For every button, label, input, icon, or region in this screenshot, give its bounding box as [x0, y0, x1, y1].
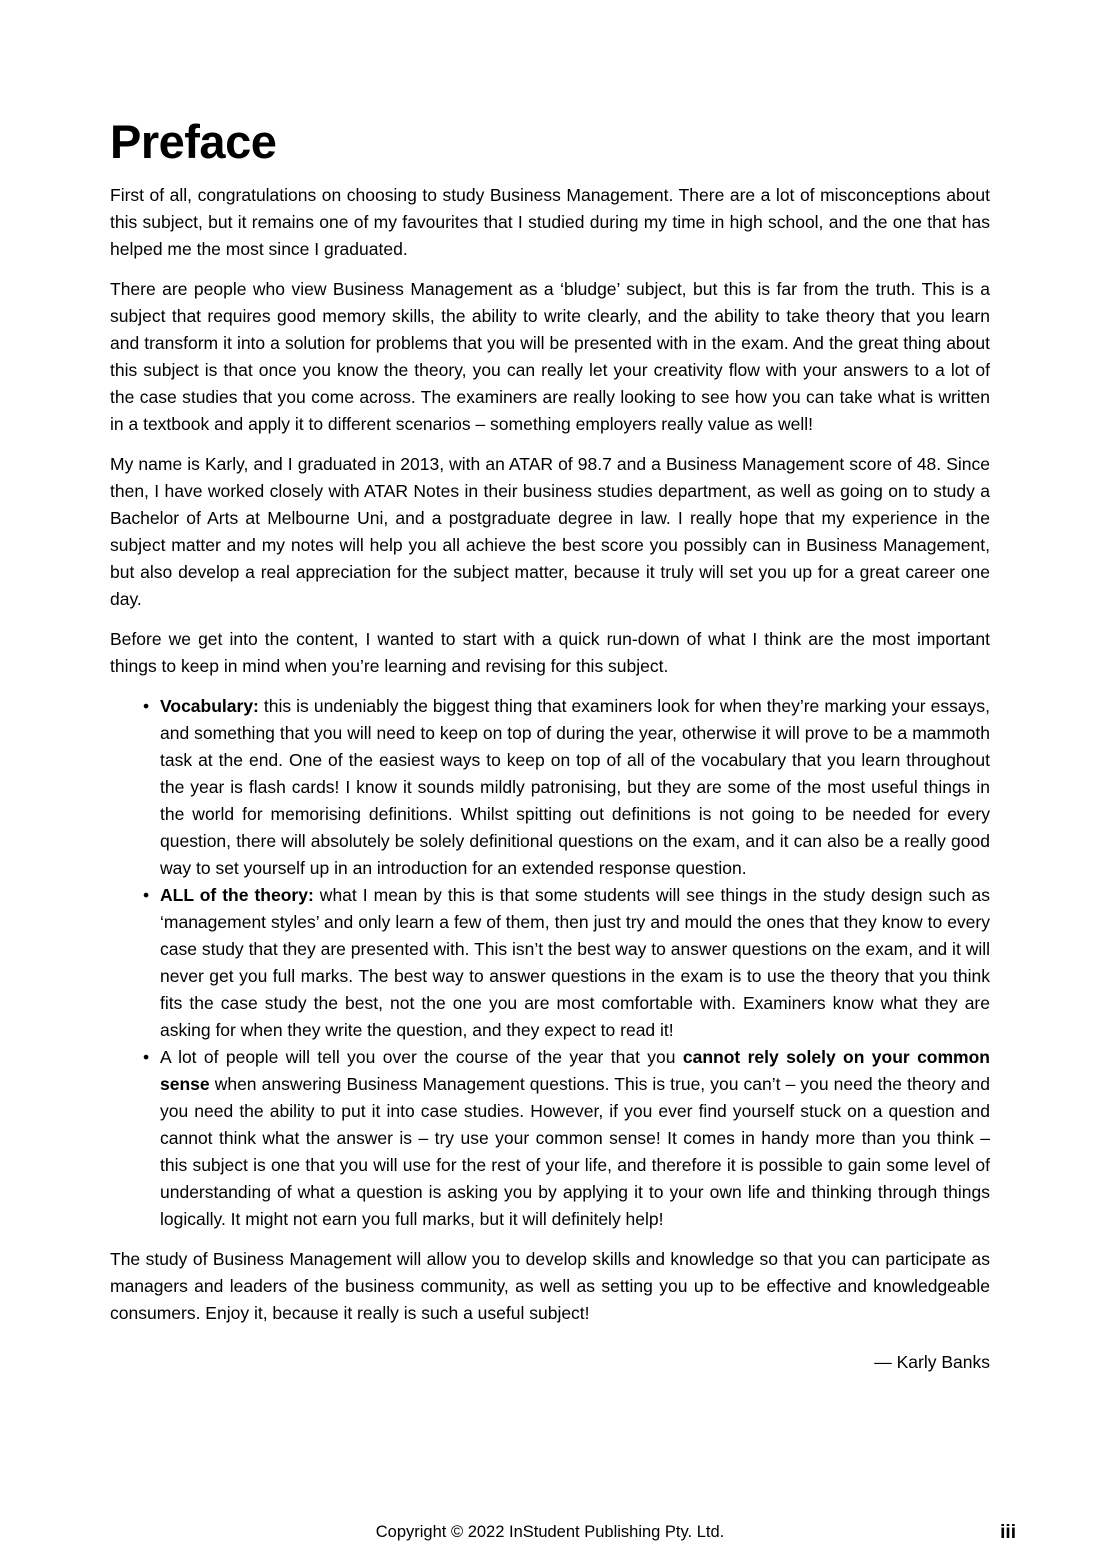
preface-paragraph-3: My name is Karly, and I graduated in 2013, with an ATAR of 98.7 and a Business Management score of 48. Since then, I have worked closely with ATAR Notes in their business studies department, as well as going on to study a Bachelor of Arts at Melbourne Uni, and a postgraduate degree in law. I really hope that my experience in the subject matter and my notes will help you all achieve the best score you possibly can in Business Management, but also develop a real appreciation for the subject matter, because it truly will set you up for a great career one day. [110, 453, 990, 609]
preface-paragraph-2: There are people who view Business Management as a ‘bludge’ subject, but this is far from the truth. This is a subject that requires good memory skills, the ability to write clearly, and the ability to take theory that you learn and transform it into a solution for problems that you will be presented with in the exam. And the great thing about this subject is that once you know the theory, you can really let your creativity flow with your answers to a lot of the case studies that you come across. The examiners are really looking to see how you can take what is written in a textbook and apply it to different scenarios – something employers really value as well! [110, 278, 990, 434]
bullet-body-text: when answering Business Management questions. This is true, you can’t – you need the theory and you need the ability to put it into case studies. However, if you ever find yourself stuck on a question and cannot think what the answer is – try use your common sense! It comes in handy more than you think – this subject is one that you will use for the rest of your life, and therefore it is possible to gain some level of understanding of what a question is asking you by applying it to your own life and thinking through things logically. It might not earn you full marks, but it will definitely help! [160, 1073, 990, 1229]
page-title: Preface [110, 115, 277, 168]
list-item-vocabulary [160, 693, 990, 882]
list-item-theory [160, 882, 990, 1044]
preface-paragraph-4: Before we get into the content, I wanted to start with a quick run-down of what I think are the most important things to keep in mind when you’re learning and revising for this subject. [110, 628, 990, 676]
footer-copyright: Copyright © 2022 InStudent Publishing Pty. Ltd. [375, 1523, 725, 1541]
list-item-common-sense [160, 1044, 990, 1233]
bullet-bold-text: Vocabulary: [160, 695, 259, 716]
key-points-list [110, 693, 990, 1233]
bullet-body-text: this is undeniably the biggest thing that examiners look for when they’re marking your essays, and something that you will need to keep on top of during the year, otherwise it will prove to be a mammoth task at the end. One of the easiest ways to keep on top of all of the vocabulary that you learn throughout the year is flash cards! I know it sounds mildly patronising, but they are some of the most useful things in the world for memorising definitions. Whilst spitting out definitions is not going to be needed for every question, there will absolutely be solely definitional questions on the exam, and it can also be a really good way to set yourself up in an introduction for an extended response question. [160, 695, 990, 878]
bullet-bold-text: ALL of the theory: [160, 884, 314, 905]
preface-paragraph-1: First of all, congratulations on choosing to study Business Management. There are a lot of misconceptions about this subject, but it remains one of my favourites that I studied during my time in high school, and the one that has helped me the most since I graduated. [110, 184, 990, 259]
bullet-pre-text: A lot of people will tell you over the course of the year that you [160, 1046, 683, 1067]
bullet-body-text: what I mean by this is that some students will see things in the study design such as ‘management styles’ and only learn a few of them, then just try and mould the ones that they know to every case study that they are presented with. This isn’t the best way to answer questions on the exam, and it will never get you full marks. The best way to answer questions in the exam is to use the theory that you think fits the case study the best, not the one you are most comfortable with. Examiners know what they are asking for when they write the question, and they expect to read it! [160, 884, 990, 1040]
bullet-bold-text: cannot rely solely on your common sense [160, 1046, 991, 1094]
page-number: iii [1000, 1522, 1016, 1543]
closing-paragraph: The study of Business Management will allow you to develop skills and knowledge so that you can participate as managers and leaders of the business community, as well as setting you up to be effective and knowledgeable consumers. Enjoy it, because it really is such a useful subject! [110, 1248, 990, 1323]
page-content [110, 116, 990, 1376]
author-signature: — Karly Banks [874, 1351, 990, 1372]
